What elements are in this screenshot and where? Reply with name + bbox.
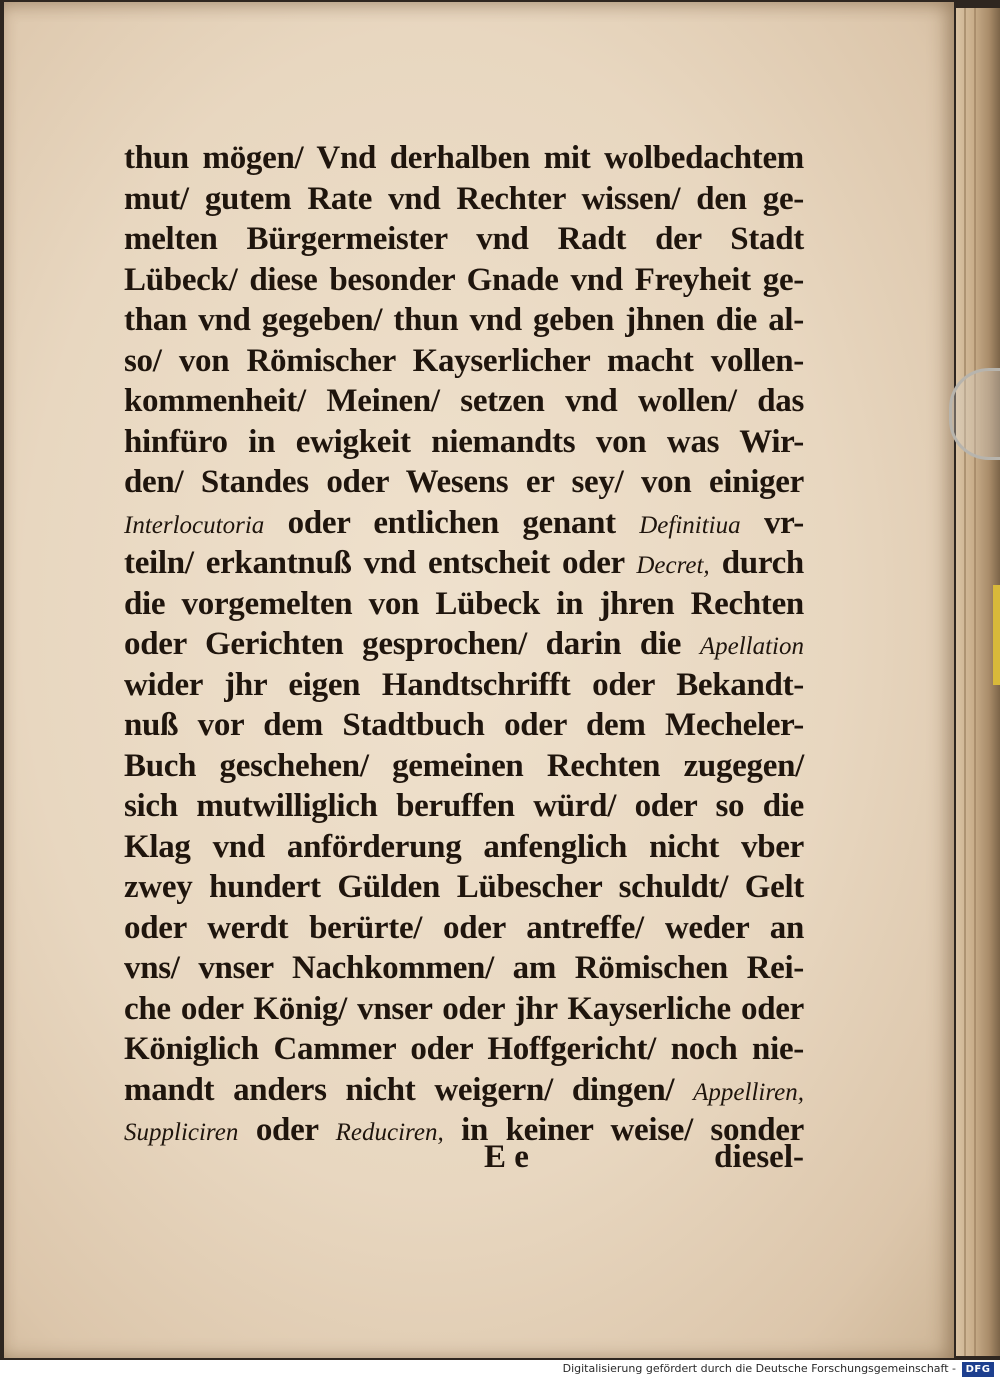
text-line: Buch geschehen/ gemeinen Rechten zugegen/ <box>124 747 804 784</box>
footer-bar <box>0 1360 1000 1380</box>
text-line: den/ Standes oder Wesens er sey/ von einiger <box>124 464 804 500</box>
text-line: Königlich Cammer oder Hoffgericht/ noch nie- <box>124 1031 804 1067</box>
text-segment: vr- <box>740 504 804 541</box>
text-line: sich mutwilliglich beruffen würd/ oder so die <box>124 788 804 824</box>
dfg-logo: DFG <box>962 1362 994 1377</box>
text-line: oder werdt berürte/ oder antreffe/ weder an <box>124 909 804 946</box>
latin-term: Decret, <box>636 552 710 579</box>
latin-term: Suppliciren <box>124 1119 239 1146</box>
text-line: so/ von Römischer Kayserlicher macht vollen- <box>124 342 804 379</box>
text-line <box>124 503 804 544</box>
text-line: che oder König/ vnser oder jhr Kayserliche oder <box>124 990 804 1027</box>
text-segment: durch <box>709 545 804 581</box>
body-text <box>124 138 804 1151</box>
page-foot-line <box>124 1136 804 1178</box>
text-segment: mandt anders nicht weigern/ dingen/ <box>124 1071 694 1108</box>
color-calibration-tab <box>993 585 1000 685</box>
text-line: wider jhr eigen Handtschrifft oder Bekandt- <box>124 666 804 703</box>
text-segment: oder Gerichten gesprochen/ darin die <box>124 626 700 662</box>
text-line <box>124 543 804 584</box>
text-line: than vnd gegeben/ thun vnd geben jhnen die al- <box>124 302 804 338</box>
text-line: nuß vor dem Stadtbuch oder dem Mecheler- <box>124 707 804 743</box>
latin-term: Appelliren, <box>693 1078 804 1106</box>
text-line: melten Bürgermeister vnd Radt der Stadt <box>124 221 804 257</box>
text-line <box>124 1070 804 1111</box>
latin-term: Apellation <box>699 633 804 660</box>
text-line: die vorgemelten von Lübeck in jhren Rechten <box>124 585 804 622</box>
text-line: hinfüro in ewigkeit niemandts von was Wir- <box>124 423 804 460</box>
latin-term: Definitiua <box>639 511 741 539</box>
text-segment: oder entlichen genant <box>264 504 640 541</box>
text-segment: in keiner weise/ sonder <box>443 1112 804 1148</box>
text-segment: teiln/ erkantnuß vnd entscheit oder <box>124 545 637 581</box>
catchword: diesel- <box>714 1139 804 1175</box>
paper-page <box>4 2 954 1358</box>
text-line: Lübeck/ diese besonder Gnade vnd Freyheit ge- <box>124 261 804 298</box>
text-segment: oder <box>238 1112 336 1148</box>
text-line <box>124 624 804 665</box>
signature-mark: E e <box>484 1139 529 1175</box>
text-line: vns/ vnser Nachkommen/ am Römischen Rei- <box>124 950 804 986</box>
text-line: kommenheit/ Meinen/ setzen vnd wollen/ das <box>124 383 804 419</box>
text-line: zwey hundert Gülden Lübescher schuldt/ Gelt <box>124 869 804 905</box>
footer-credit: Digitalisierung gefördert durch die Deutsche Forschungsgemeinschaft - <box>562 1362 956 1375</box>
latin-term: Interlocutoria <box>124 511 265 539</box>
text-line: thun mögen/ Vnd derhalben mit wolbedachtem <box>124 140 804 176</box>
latin-term: Reduciren, <box>335 1119 444 1146</box>
text-line: mut/ gutem Rate vnd Rechter wissen/ den ge- <box>124 180 804 217</box>
text-line: Klag vnd anförderung anfenglich nicht vber <box>124 828 804 865</box>
